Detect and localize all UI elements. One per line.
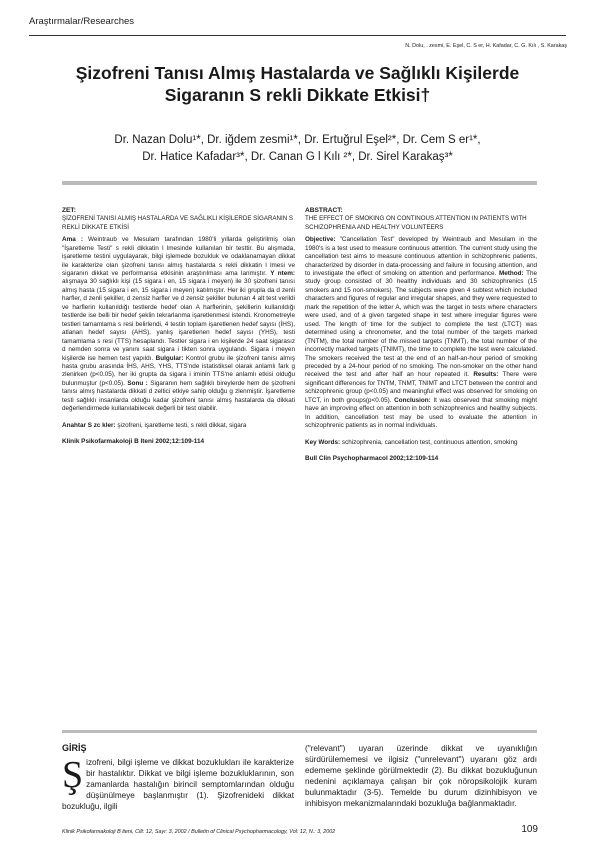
- abstract-bottom-rule: [62, 730, 537, 733]
- keywords-label: Key Words:: [305, 438, 341, 446]
- english-abstract: [305, 207, 537, 462]
- abstract-body-tr: [62, 236, 295, 414]
- authors-line-2: Dr. Hatice Kafadar³*, Dr. Canan G l Kılı ²*, Dr. Sirel Karakaş³*: [142, 151, 453, 163]
- running-authors: N. Dolu, . zesmi, E. Eşel, C. S er, H. Kafadar, C. G. Kılı , S. Karakaş: [405, 43, 567, 49]
- keywords-tr: [62, 422, 295, 430]
- paragraph: Sigaranın hem sağlıklı bireylerde hem de şizofreni tanısı almış hastalarda dikkati d zeltici etkiye sahip olduğu g zlenmiştir. İşaretleme testi sağlıklı insanlarda olduğu kadar şizofreni tanısı almış hastalarda da dikkati değerlendirmede kullanılabilecek değerli bir test olabilir.: [62, 379, 296, 413]
- header-rule: [29, 35, 566, 36]
- authors-rule: [62, 181, 537, 185]
- title-line-1: Şizofreni Tanısı Almış Hastalarda ve Sağlıklı Kişilerde: [75, 63, 520, 83]
- label: Results:: [473, 371, 499, 379]
- paragraph: There were significant differences for TNTM, TNMT, TNIMT and LTCT between the control and schizophrenic group (p<0.05) and meaningful effect was observed for smoking on LTCT, in both groups(p<0.05).: [305, 371, 537, 404]
- section-heading: GİRİŞ: [62, 743, 87, 753]
- label: Objective:: [305, 236, 336, 244]
- turkish-abstract: [62, 207, 295, 445]
- section-label: Araştırmalar/Researches: [29, 16, 135, 27]
- body-column-left: [62, 754, 294, 813]
- label: Conclusion:: [394, 396, 431, 404]
- author-list: [30, 132, 565, 166]
- paragraph: It was observed that smoking might have an improving effect on attention in both schizophrenics and healthy subjects. In addition, cancellation test may be used to evaluate the attention in schizophrenic patients as in normal individuals.: [305, 396, 538, 430]
- label: Ama :: [62, 236, 83, 244]
- title-line-2: Sigaranın S rekli Dikkate Etkisi†: [164, 85, 431, 105]
- abstract-heading-tr: ZET:: [62, 207, 76, 214]
- label: Y ntem:: [270, 270, 295, 278]
- journal-ref-en: Bull Clin Psychopharmacol 2002;12:109-114: [305, 455, 439, 463]
- paper-title: [30, 62, 565, 106]
- footer-citation: Klinik Psikofarmakoloji B lteni, Cilt: 12, Sayı: 3, 2002 / Bulletin of Clinical Psychopharmacology, Vol: 12, N.: 3, 2002: [62, 829, 336, 835]
- paragraph: Weintraub ve Mesulam tarafından 1980'li yıllarda geliştirilmiş olan "İşaretleme Testi" s rekli dikkatin l lmesinde kullanılan bir testtir. Bu alışmada, işaretleme testini uygulayarak, bilgi işlemede bozukluk ve odaklanamayan dikkat ile karakterize olan şizofreni tanısı almış hastalarda s rekli dikkatin l lmesi ve sigaranın dikkat ve performansa etkisinin araştırılması ama lanmıştır.: [62, 236, 296, 278]
- abstract-subtitle-tr: ŞİZOFRENİ TANISI ALMIŞ HASTALARDA VE SAĞLIKLI KİŞİLERDE SİGARANIN S REKLİ DİKKATE ETKİSİ: [62, 215, 294, 231]
- body-text-left: izofreni, bilgi işleme ve dikkat bozuklukları ile karakterize bir hastalıktır. Dikkat ve bilgi işleme bozukluklarının, son zamanlarda hastalığın birincil semptomlarından olduğu düşünülmeye başlanmıştır (1). Şizofrenideki dikkat bozukluğu, ilgili: [62, 758, 294, 811]
- keywords-text: schizophrenia, cancellation test, continuous attention, smoking: [341, 438, 518, 446]
- paragraph: "Cancellation Test" developed by Weintraub and Mesulam in the 1980's is a test used to measure continuous attention. The current study using the cancellation test aims to measure continuous attention in schizophrenic patients, characterized by disorder in data-processing and failure in focusing attention, and to investigate the effect of smoking on attention and performance.: [305, 236, 537, 278]
- body-text-right: ("relevant") uyaran üzerinde dikkat ve uyanıklığın sürdürülememesi ve ilgisiz ("unrelevant") uyaranı göz ardı edememe şeklinde görülmektedir (2). Bu dikkat bozukluğunun nedenini açıklamaya çalışan bir çok nöropsikolojik kuram bulunmaktadır (3-5). Temelde bu durum dizinhibisyon ve inhibisyon mekanizmalarındaki bozukluğa bağlanmaktadır.: [305, 744, 537, 808]
- drop-cap: Ş: [62, 754, 84, 796]
- paragraph: Kontrol grubu ile şizofreni tanısı almış hasta grubu arasında İHS, AHS, YHS, TTS'nde istatistiksel olarak anlamlı fark g zlenirken (p<0.05), her iki grupta da sigara i iminin TTS'ne anlamlı etkisi olduğu bulunmuştur (p<0.05).: [62, 354, 295, 387]
- label: Method:: [498, 270, 524, 278]
- abstract-body-en: [305, 236, 537, 430]
- label: Sonu :: [127, 379, 148, 387]
- keywords-en: [305, 439, 537, 447]
- paragraph: alışmaya 30 sağlıklı kişi (15 sigara i en, 15 sigara i meyen) ile 30 şizofreni tanısı almış hasta (15 sigara i en, 15 sigara i meyen) katılmıştır. Her iki grupla da d zenli harfler, d zenli şekiller, d zensiz harfler ve d zensiz şekiller bulunan 4 alt test verildi ve harflerin kullanıldığı testlerde hedef olan A harflerinin, şekillerin kullanıldığı testlerde ise belli bir hedef şeklin tekrarlanma işaretlenmesi istendi. Kronometreyle testleri tamamlama s resi belirlendi, 4 testin toplam işaretlenen hedef sayısı (İHS), atlanan hedef sayısı (AHS), yanlış işaretlenen hedef sayısı (YHS), testi tamamlama s resi (TTS) hesaplandı. Testler sigara i en kişilerde 24 saat sigarasız d nemden sonra ve yanını saat sigara i tikten sonra uygulandı. Sigara i meyen kişilerde ise hemen test yapıldı.: [62, 278, 295, 362]
- keywords-label: Anahtar S zc kler:: [62, 421, 116, 429]
- paragraph: The study group consisted of 30 healthy individuals and 30 schizophrenics (15 smokers and 15 non-smokers). The subjects were given 4 subtest which included characters and figures of regular and irregular shapes, and they were requested to mark the repetition of the letter A, which was the target in tests where characters were used, and of a given targeted shape in test where irregular figures were used. The length of time for the subject to complete the test (LTCT) was determined using a chronometer, and the total number of the targets marked (TNTM), the total number of the missed targets (TNMT), the total number of the incorrectly marked targets (TNIMT), the time to complete the test were calculated. The smokers received the test at the end of an half-an-hour period of smoking preceded by a 24-hour period of no smoking. The non-smoker on the other hand received the test and after half an hour repeated it.: [305, 270, 538, 379]
- authors-line-1: Dr. Nazan Dolu¹*, Dr. iğdem zesmi¹*, Dr. Ertuğrul Eşel²*, Dr. Cem S er¹*,: [114, 134, 481, 146]
- body-column-right: [305, 744, 537, 809]
- keywords-text: şizofreni, işaretleme testi, s rekli dikkat, sigara: [117, 421, 247, 429]
- abstract-subtitle-en: THE EFFECT OF SMOKING ON CONTINOUS ATTENTION IN PATIENTS WITH SCHIZOPHRENIA AND HEALTHY VOLUNTEERS: [305, 215, 527, 231]
- journal-ref-tr: Klinik Psikofarmakoloji B lteni 2002;12:109-114: [62, 438, 205, 446]
- abstract-heading-en: ABSTRACT:: [305, 207, 343, 214]
- page-number: 109: [521, 824, 538, 835]
- label: Bulgular:: [155, 354, 184, 362]
